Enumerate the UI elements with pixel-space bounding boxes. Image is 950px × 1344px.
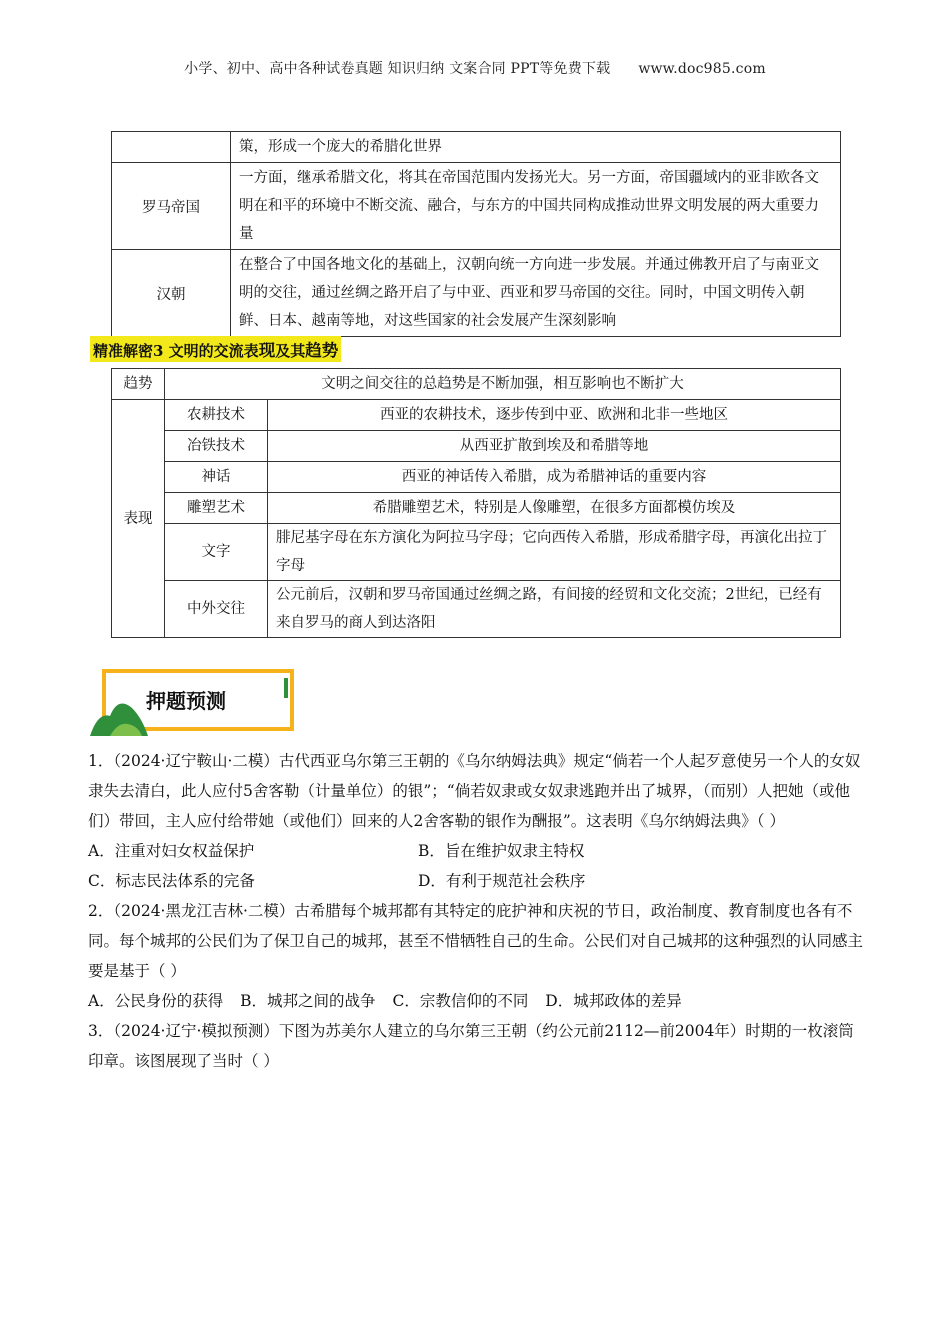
table-row [112,163,841,250]
header-text: 小学、初中、高中各种试卷真题 知识归纳 文案合同 PPT等免费下载 [184,61,611,77]
questions [88,746,864,1076]
section-label: 精准解密 [93,342,154,360]
table-row [112,431,841,462]
trend-text: 文明之间交往的总趋势是不断加强，相互影响也不断扩大 [165,369,841,400]
section-title-c: 及其 [275,342,306,360]
table-row [112,493,841,524]
trend-row [112,369,841,400]
item-desc: 从西亚扩散到埃及和希腊等地 [268,431,841,462]
exchange-table [111,368,841,638]
item-desc: 西亚的农耕技术，逐步传到中亚、欧洲和北非一些地区 [268,400,841,431]
table-row [112,132,841,163]
item-name: 雕塑艺术 [165,493,268,524]
item-desc: 希腊雕塑艺术，特别是人像雕塑，在很多方面都模仿埃及 [268,493,841,524]
prediction-banner [88,668,298,736]
section-title-b: 现 [258,341,276,360]
item-desc: 西亚的神话传入希腊，成为希腊神话的重要内容 [268,462,841,493]
banner-title: 押题预测 [146,689,226,713]
option-a[interactable]: A．公民身份的获得 [88,992,224,1010]
options-row [88,836,864,866]
row-name [112,132,231,163]
item-name: 冶铁技术 [165,431,268,462]
question-3: 3．（2024·辽宁·模拟预测）下图为苏美尔人建立的乌尔第三王朝（约公元前2112—前2004年）时期的一枚滚筒印章。该图展现了当时（ ） [88,1022,854,1070]
item-name: 中外交往 [165,581,268,638]
table-row [112,462,841,493]
options-row [88,986,864,1016]
option-d[interactable]: D．有利于规范社会秩序 [418,872,586,890]
item-name: 农耕技术 [165,400,268,431]
table-row [112,581,841,638]
option-c[interactable]: C．宗教信仰的不同 [392,992,529,1010]
table-row [112,400,841,431]
row-name: 罗马帝国 [112,163,231,250]
section-heading [90,336,341,362]
civilization-table [111,131,841,337]
performance-label: 表现 [112,400,165,638]
row-content: 一方面，继承希腊文化，将其在帝国范围内发扬光大。另一方面，帝国疆域内的亚非欧各文明在和平的环境中不断交流、融合，与东方的中国共同构成推动世界文明发展的两大重要力量 [231,163,841,250]
header-url[interactable]: www.doc985.com [638,61,766,77]
trend-label: 趋势 [112,369,165,400]
option-b[interactable]: B．城邦之间的战争 [240,992,376,1010]
section-title-a: 3 文明的交流表 [153,342,259,360]
page-header [0,58,950,78]
item-desc: 公元前后，汉朝和罗马帝国通过丝绸之路，有间接的经贸和文化交流；2世纪，已经有来自罗马的商人到达洛阳 [268,581,841,638]
banner-accent [284,678,288,698]
item-desc: 腓尼基字母在东方演化为阿拉马字母；它向西传入希腊，形成希腊字母，再演化出拉丁字母 [268,524,841,581]
option-c[interactable]: C．标志民法体系的完备 [88,872,255,890]
table-row [112,524,841,581]
row-content: 在整合了中国各地文化的基础上，汉朝向统一方向进一步发展。并通过佛教开启了与南亚文明的交往，通过丝绸之路开启了与中亚、西亚和罗马帝国的交往。同时，中国文明传入朝鲜、日本、越南等地，对这些国家的社会发展产生深刻影响 [231,250,841,337]
question-2: 2．（2024·黑龙江吉林·二模）古希腊每个城邦都有其特定的庇护神和庆祝的节日，政治制度、教育制度也各有不同。每个城邦的公民们为了保卫自己的城邦，甚至不惜牺牲自己的生命。公民们对自己城邦的这种强烈的认同感主要是基于（ ） [88,902,864,980]
option-d[interactable]: D．城邦政体的差异 [545,992,682,1010]
table-row [112,250,841,337]
row-name: 汉朝 [112,250,231,337]
options-row [88,866,864,896]
section-title-d: 趋势 [305,341,339,360]
option-a[interactable]: A．注重对妇女权益保护 [88,842,255,860]
question-1: 1．（2024·辽宁鞍山·二模）古代西亚乌尔第三王朝的《乌尔纳姆法典》规定“倘若一个人起歹意使另一个人的女奴隶失去清白，此人应付5舍客勒（计量单位）的银”；“倘若奴隶或女奴隶逃跑并出了城界，（而别）人把她（或他们）带回，主人应付给带她（或他们）回来的人2舍客勒的银作为酬报”。这表明《乌尔纳姆法典》（ ） [88,752,861,830]
item-name: 神话 [165,462,268,493]
option-b[interactable]: B．旨在维护奴隶主特权 [418,842,585,860]
row-content: 策，形成一个庞大的希腊化世界 [231,132,841,163]
item-name: 文字 [165,524,268,581]
